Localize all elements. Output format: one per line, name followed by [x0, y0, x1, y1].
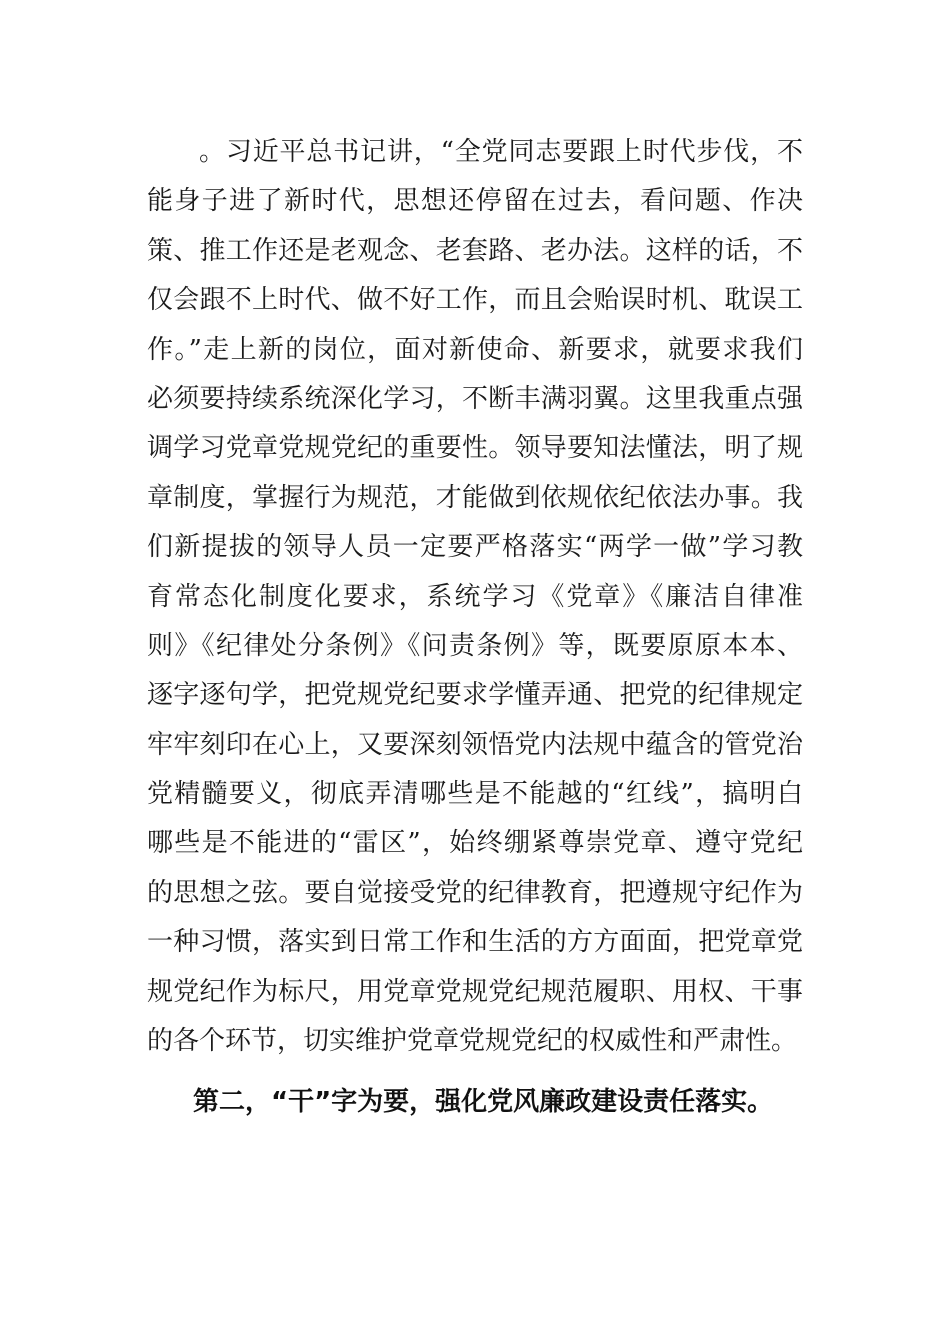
paragraph-line: 一种习惯，落实到日常工作和生活的方方面面，把党章党: [147, 927, 803, 958]
paragraph-line: 作。”走上新的岗位，面对新使命、新要求，就要求我们: [147, 334, 803, 365]
paragraph-line: 育常态化制度化要求，系统学习《党章》《廉洁自律准: [147, 581, 803, 612]
body-paragraph: [147, 128, 803, 1066]
paragraph-line: 的各个环节，切实维护党章党规党纪的权威性和严肃性。: [147, 1026, 798, 1057]
paragraph-line: 必须要持续系统深化学习，不断丰满羽翼。这里我重点强: [147, 383, 803, 414]
paragraph-line: 能身子进了新时代，思想还停留在过去，看问题、作决: [147, 186, 803, 217]
paragraph-line: 则》《纪律处分条例》《问责条例》等，既要原原本本、: [147, 630, 803, 661]
paragraph-line: 的思想之弦。要自觉接受党的纪律教育，把遵规守纪作为: [147, 877, 803, 908]
paragraph-line: 调学习党章党规党纪的重要性。领导要知法懂法，明了规: [147, 433, 803, 464]
paragraph-line: 哪些是不能进的“雷区”，始终绷紧尊崇党章、遵守党纪: [147, 828, 803, 859]
paragraph-line: 牢牢刻印在心上，又要深刻领悟党内法规中蕴含的管党治: [147, 729, 803, 760]
paragraph-line: 。习近平总书记讲，“全党同志要跟上时代步伐，不: [199, 137, 803, 167]
paragraph-line: 仅会跟不上时代、做不好工作，而且会贻误时机、耽误工: [147, 285, 803, 316]
paragraph-line: 逐字逐句学，把党规党纪要求学懂弄通、把党的纪律规定: [147, 680, 803, 711]
paragraph-line: 规党纪作为标尺，用党章党规党纪规范履职、用权、干事: [147, 976, 803, 1007]
paragraph-line: 党精髓要义，彻底弄清哪些是不能越的“红线”，搞明白: [147, 779, 803, 810]
paragraph-line: 章制度，掌握行为规范，才能做到依规依纪依法办事。我: [147, 482, 803, 513]
section-heading: 第二，“干”字为要，强化党风廉政建设责任落实。: [193, 1087, 774, 1117]
paragraph-line: 们新提拔的领导人员一定要严格落实“两学一做”学习教: [147, 532, 803, 563]
paragraph-line: 策、推工作还是老观念、老套路、老办法。这样的话，不: [147, 235, 803, 266]
